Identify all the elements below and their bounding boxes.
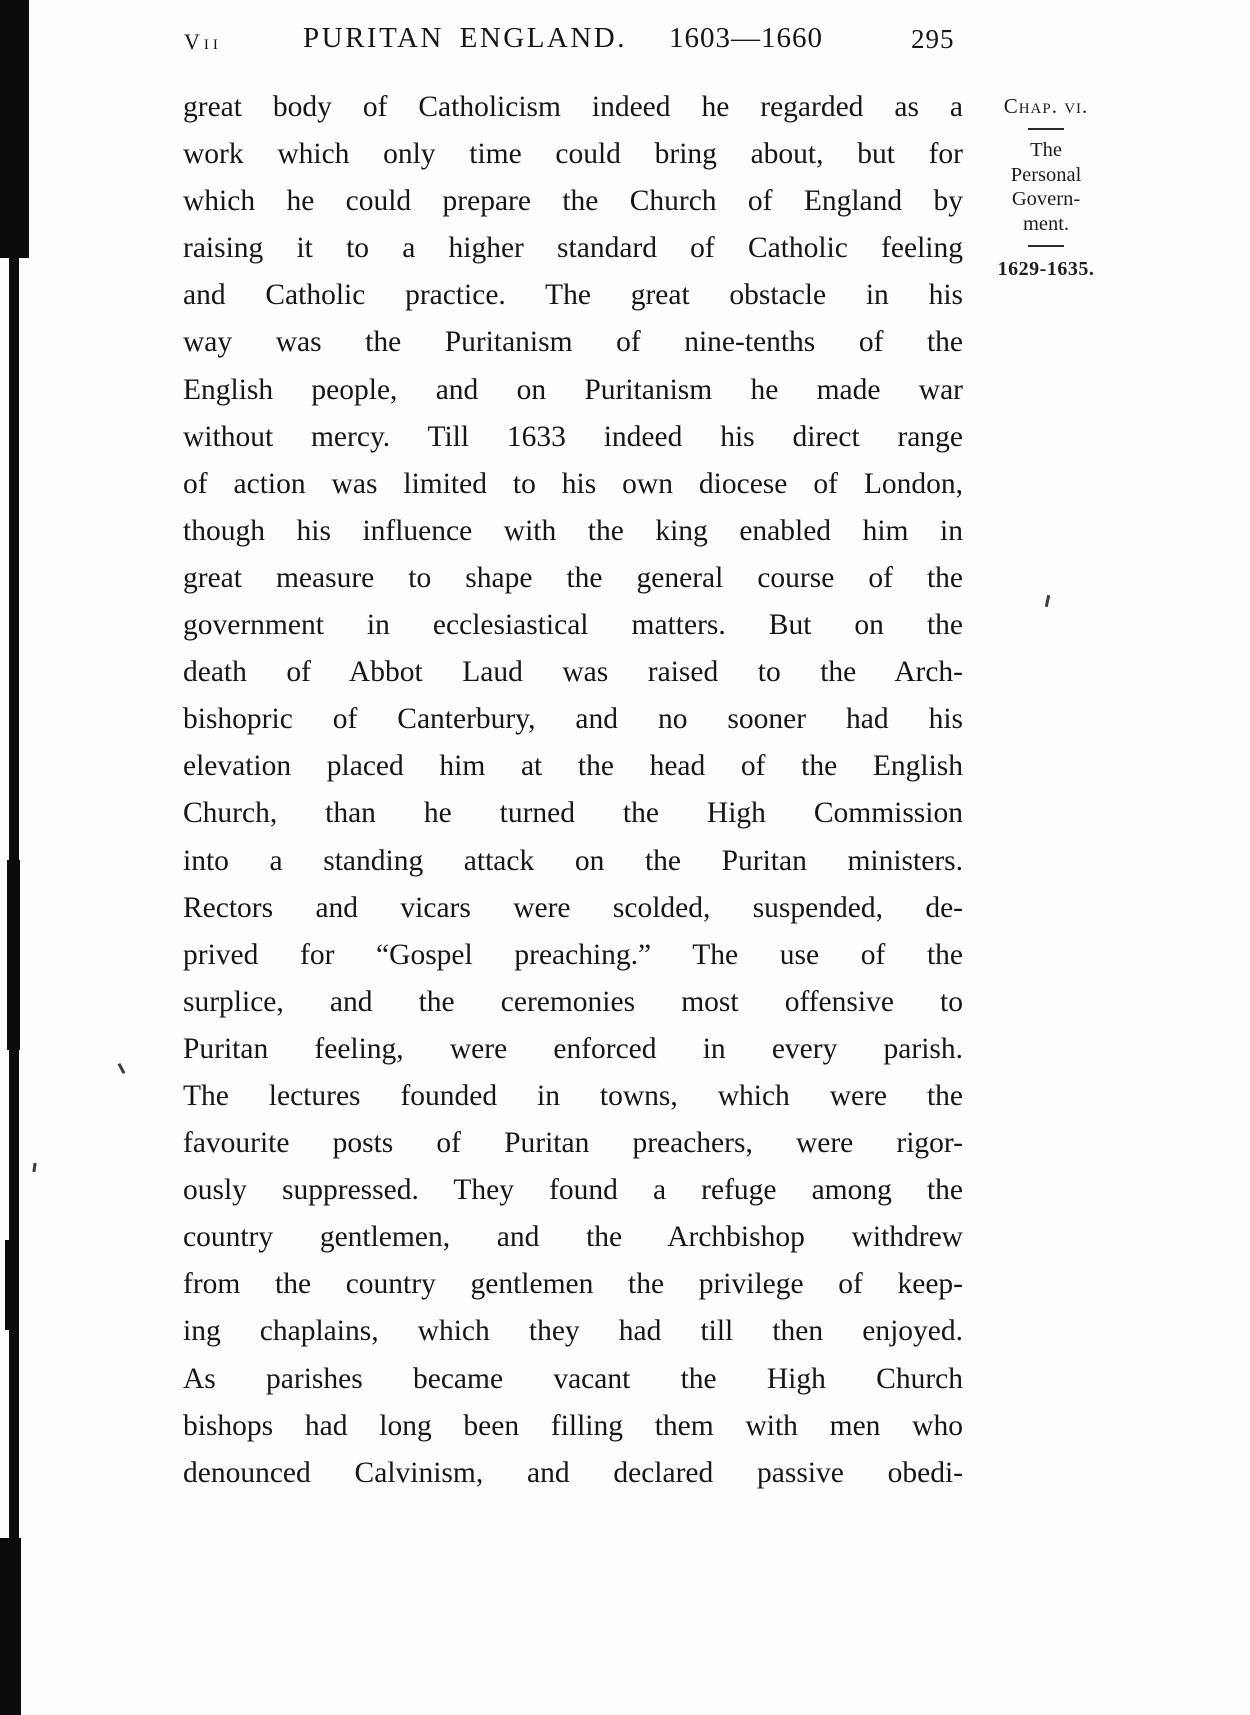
sidenote-rule <box>1028 245 1064 247</box>
text-line: surplice, and the ceremonies most offensive to <box>183 985 963 1018</box>
binding-shadow-segment <box>9 0 19 1715</box>
body-text <box>183 84 963 1497</box>
text-line: government in ecclesiastical matters. But on the <box>183 609 963 642</box>
text-line: Rectors and vicars were scolded, suspended, de- <box>183 891 963 924</box>
running-title-dates: 1603—1660 <box>669 22 823 54</box>
text-line: Church, than he turned the High Commission <box>183 797 963 830</box>
text-line: from the country gentlemen the privilege of keep- <box>183 1268 963 1301</box>
text-line: which he could prepare the Church of England by <box>183 185 963 218</box>
text-line: without mercy. Till 1633 indeed his direct range <box>183 420 963 453</box>
page-header <box>0 20 1250 66</box>
text-line: raising it to a higher standard of Catholic feeling <box>183 232 963 265</box>
text-line: bishops had long been filling them with men who <box>183 1409 963 1442</box>
text-line: though his influence with the king enabled him in <box>183 514 963 547</box>
scan-speck <box>118 1063 126 1074</box>
text-line: into a standing attack on the Puritan ministers. <box>183 844 963 877</box>
text-line: Puritan feeling, were enforced in every parish. <box>183 1032 963 1065</box>
text-line: As parishes became vacant the High Church <box>183 1362 963 1395</box>
sidenote-dates: 1629-1635. <box>997 258 1095 280</box>
text-line: ously suppressed. They found a refuge among the <box>183 1174 963 1207</box>
sidenote-chapter: Chap. vi. <box>1003 94 1089 118</box>
text-line: way was the Puritanism of nine-tenths of the <box>183 326 963 359</box>
running-title <box>303 22 823 55</box>
text-line: great body of Catholicism indeed he regarded as a <box>183 91 963 123</box>
sidenote-section-line: The <box>1030 139 1062 161</box>
sidenote-section-line: ment. <box>1022 212 1070 235</box>
text-line: country gentlemen, and the Archbishop withdrew <box>183 1221 963 1254</box>
text-line: and Catholic practice. The great obstacle in his <box>183 279 963 312</box>
binding-shadow-segment <box>5 1240 17 1330</box>
text-line: prived for “Gospel preaching.” The use of the <box>183 938 963 971</box>
text-line: bishopric of Canterbury, and no sooner had his <box>183 703 963 736</box>
margin-notes <box>972 94 1120 281</box>
text-line: favourite posts of Puritan preachers, were rigor- <box>183 1127 963 1160</box>
text-line: ing chaplains, which they had till then enjoyed. <box>183 1315 963 1348</box>
binding-shadow-segment <box>0 1538 21 1715</box>
text-line: English people, and on Puritanism he made war <box>183 373 963 406</box>
text-line: great measure to shape the general course of the <box>183 561 963 594</box>
text-line: elevation placed him at the head of the English <box>183 750 963 783</box>
scan-speck <box>1045 595 1050 607</box>
sidenote-section-line: Govern- <box>1011 188 1081 210</box>
binding-shadow-segment <box>7 860 20 1050</box>
sidenote-rule <box>1028 128 1064 130</box>
text-line: denounced Calvinism, and declared passive obedi- <box>183 1456 963 1489</box>
text-line: The lectures founded in towns, which were the <box>183 1079 963 1112</box>
binding-shadow <box>0 0 36 1715</box>
sidenote-section-line: Personal <box>1010 163 1082 186</box>
chapter-number: Vii <box>184 29 222 54</box>
text-line: of action was limited to his own diocese of London, <box>183 467 963 500</box>
sidenote-section <box>972 138 1120 236</box>
text-line: work which only time could bring about, but for <box>183 138 963 171</box>
running-title-text: PURITAN ENGLAND. <box>303 22 627 54</box>
page-number: 295 <box>911 24 955 54</box>
text-line: death of Abbot Laud was raised to the Arch- <box>183 656 963 689</box>
